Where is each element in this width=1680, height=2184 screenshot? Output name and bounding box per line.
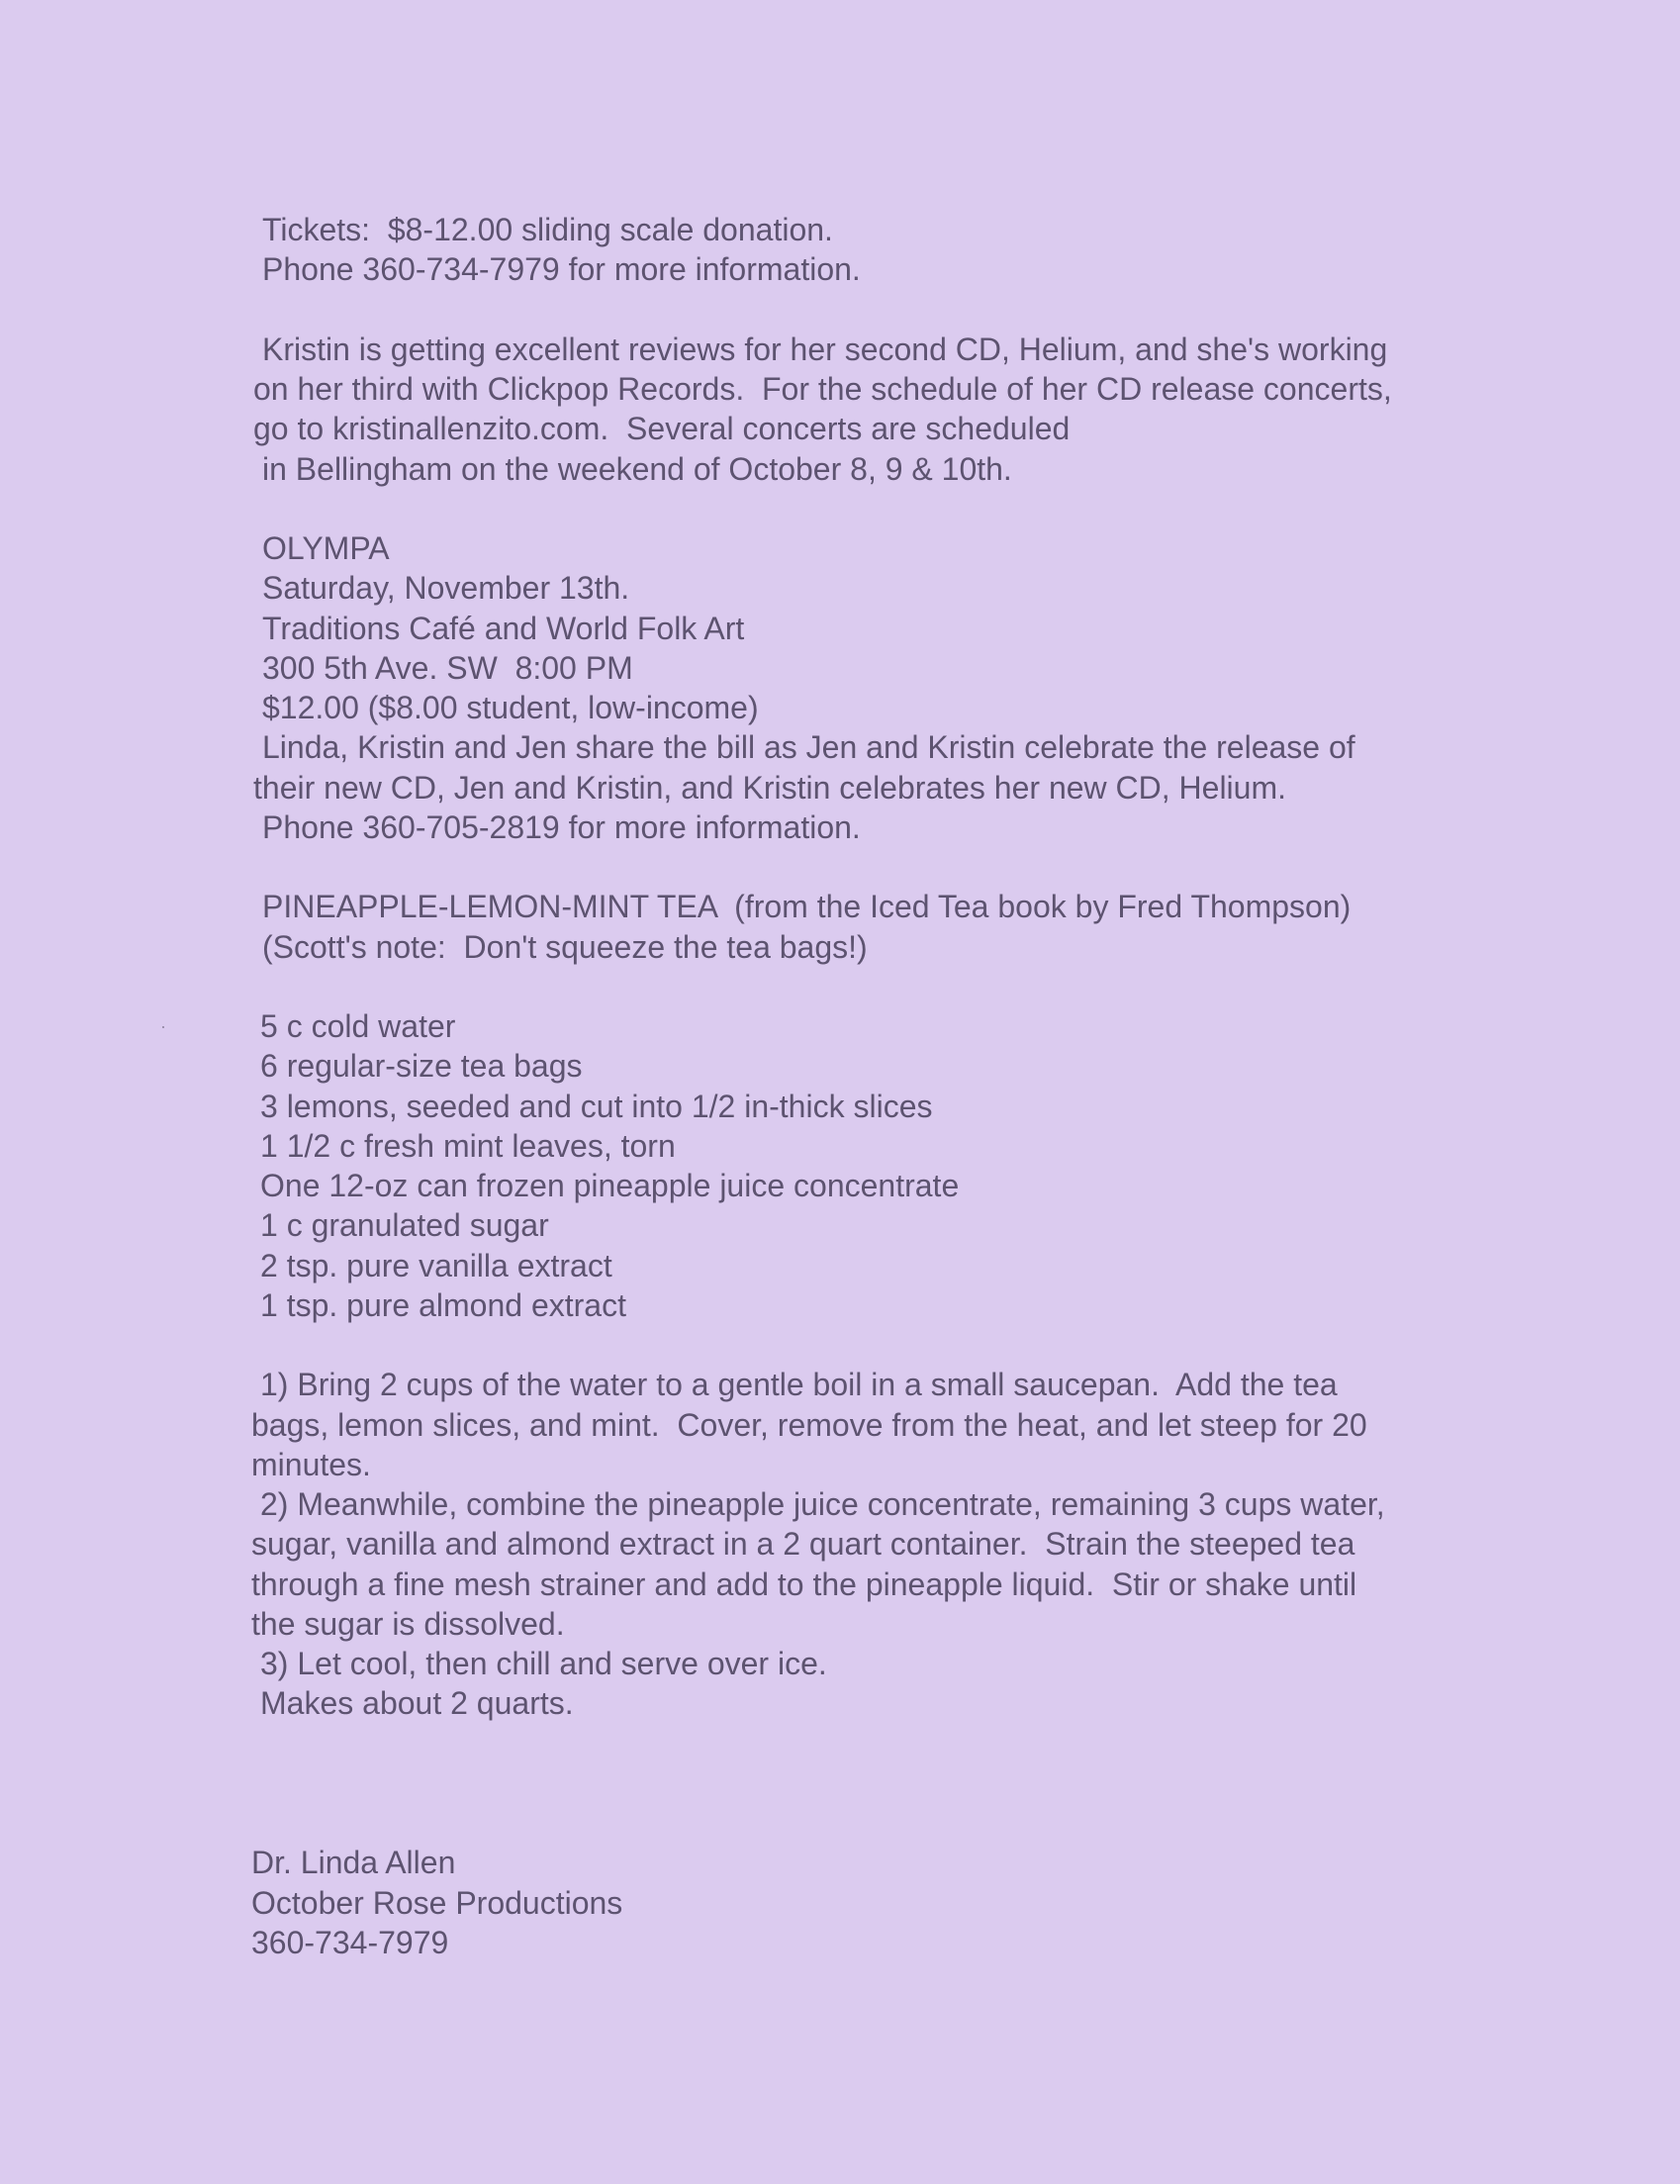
reviews-line: in Bellingham on the weekend of October 8, 9 & 10th. [262, 451, 1012, 487]
recipe-step: bags, lemon slices, and mint. Cover, remove from the heat, and let steep for 20 [251, 1407, 1367, 1443]
signature-phone: 360-734-7979 [251, 1925, 449, 1960]
recipe-yield: Makes about 2 quarts. [260, 1685, 574, 1721]
ingredient-item: 1 c granulated sugar [260, 1207, 549, 1243]
event-price: $12.00 ($8.00 student, low-income) [262, 690, 759, 725]
recipe-note: (Scott's note: Don't squeeze the tea bags!) [262, 929, 868, 965]
recipe-step: the sugar is dissolved. [251, 1606, 565, 1642]
reviews-line: on her third with Clickpop Records. For the schedule of her CD release concerts, [253, 371, 1392, 407]
ingredient-item: 5 c cold water [260, 1008, 456, 1044]
recipe-title: PINEAPPLE-LEMON-MINT TEA (from the Iced Tea book by Fred Thompson) [262, 889, 1352, 924]
reviews-line: Kristin is getting excellent reviews for her second CD, Helium, and she's working [262, 332, 1388, 367]
recipe-step: through a fine mesh strainer and add to the pineapple liquid. Stir or shake until [251, 1567, 1357, 1602]
signature-company: October Rose Productions [251, 1885, 623, 1921]
recipe-step: 3) Let cool, then chill and serve over ice. [260, 1646, 827, 1681]
ingredient-item: 1 1/2 c fresh mint leaves, torn [260, 1128, 676, 1164]
scan-speck [162, 1026, 164, 1028]
event-heading: OLYMPA [262, 530, 390, 566]
event-venue: Traditions Café and World Folk Art [262, 611, 745, 646]
event-phone: Phone 360-705-2819 for more information. [262, 809, 861, 845]
ingredient-item: One 12-oz can frozen pineapple juice concentrate [260, 1168, 960, 1203]
event-description: their new CD, Jen and Kristin, and Kristin celebrates her new CD, Helium. [253, 770, 1286, 806]
event-address-time: 300 5th Ave. SW 8:00 PM [262, 650, 633, 686]
ingredient-item: 6 regular-size tea bags [260, 1048, 583, 1084]
recipe-step: sugar, vanilla and almond extract in a 2 quart container. Strain the steeped tea [251, 1526, 1355, 1562]
recipe-step: 2) Meanwhile, combine the pineapple juice concentrate, remaining 3 cups water, [260, 1486, 1385, 1522]
recipe-step: minutes. [251, 1447, 371, 1482]
ingredient-item: 2 tsp. pure vanilla extract [260, 1248, 612, 1283]
ingredient-item: 1 tsp. pure almond extract [260, 1287, 626, 1323]
tickets-price: Tickets: $8-12.00 sliding scale donation. [262, 212, 833, 247]
recipe-step: 1) Bring 2 cups of the water to a gentle boil in a small saucepan. Add the tea [260, 1367, 1338, 1402]
tickets-phone: Phone 360-734-7979 for more information. [262, 251, 861, 287]
event-date: Saturday, November 13th. [262, 570, 630, 606]
reviews-line: go to kristinallenzito.com. Several concerts are scheduled [253, 411, 1071, 446]
signature-name: Dr. Linda Allen [251, 1845, 456, 1880]
ingredient-item: 3 lemons, seeded and cut into 1/2 in-thick slices [260, 1089, 933, 1124]
event-description: Linda, Kristin and Jen share the bill as Jen and Kristin celebrate the release of [262, 729, 1355, 765]
